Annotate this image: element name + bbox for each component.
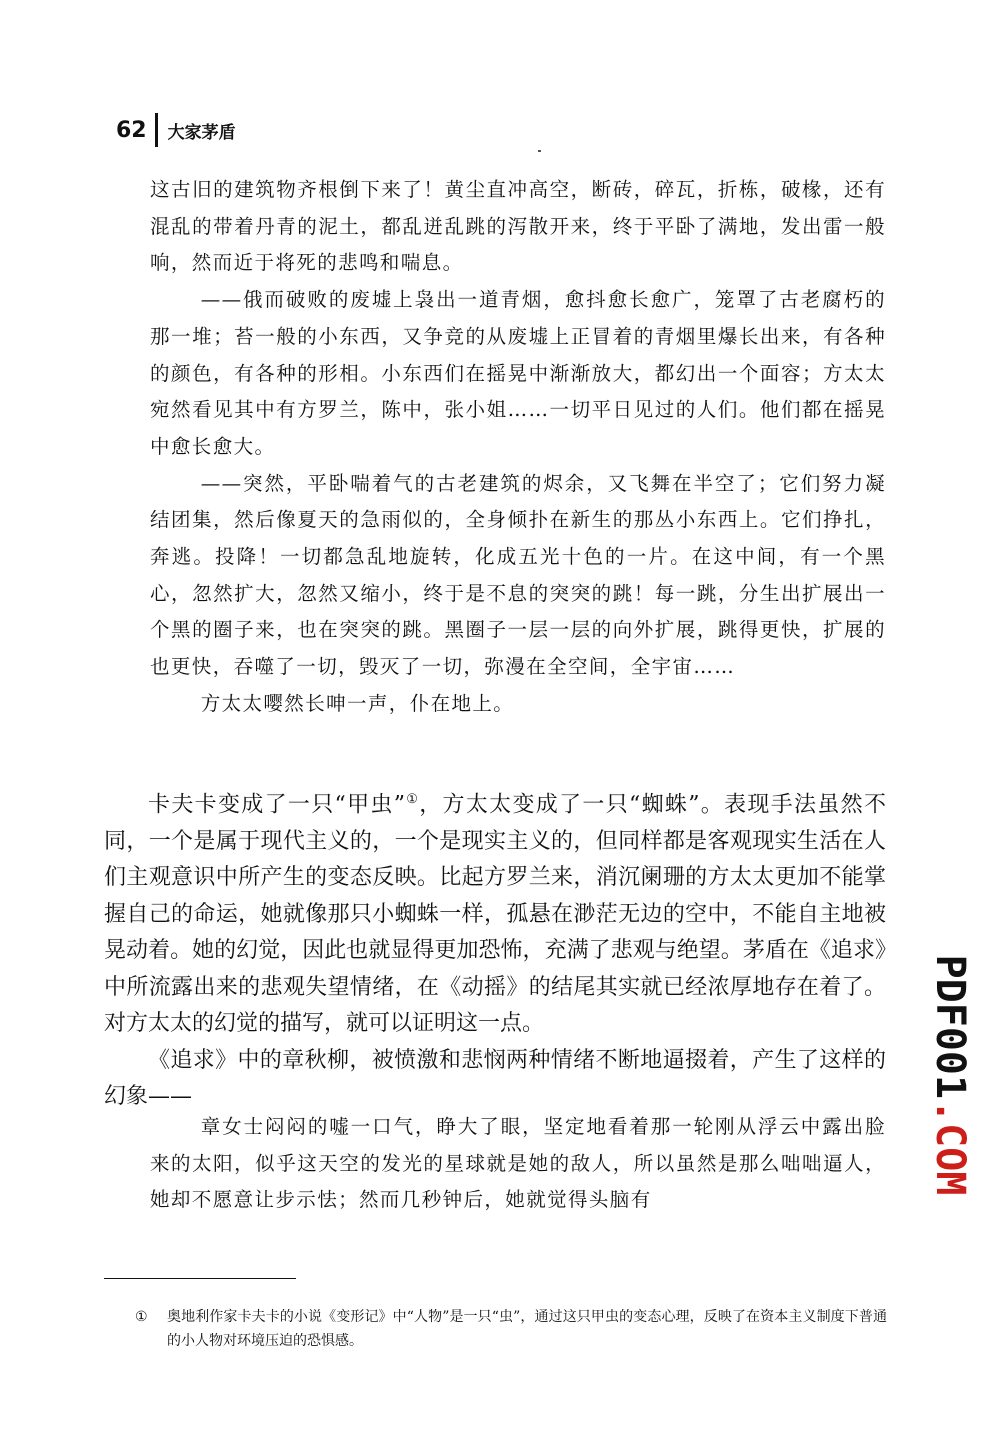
page-number: 62	[116, 117, 147, 143]
footnote-divider	[104, 1278, 296, 1279]
header-divider	[155, 113, 158, 147]
quote-block-1	[150, 172, 886, 723]
body-paragraph-2: 《追求》中的章秋柳，被愤激和悲悯两种情绪不断地逼掇着，产生了这样的幻象——	[104, 1047, 886, 1110]
quote-paragraph: ——俄而破败的废墟上袅出一道青烟，愈抖愈长愈广，笼罩了古老腐朽的那一堆；苔一般的小东西，又争竞的从废墟上正冒着的青烟里爆长出来，有各种的颜色，有各种的形相。小东西们在摇晃中渐渐放大，都幻出一个面容；方太太宛然看见其中有方罗兰，陈中，张小姐……一切平日见过的人们。他们都在摇晃中愈长愈大。	[150, 288, 886, 458]
quote-block-2	[150, 1109, 886, 1219]
footnote-mark: ①	[135, 1309, 148, 1325]
watermark	[927, 955, 973, 1196]
footnote-reference: ①	[404, 792, 420, 807]
body-text-span: 卡夫卡变成了一只“甲虫”	[148, 792, 405, 818]
footnote-text: 奥地利作家卡夫卡的小说《变形记》中“人物”是一只“虫”，通过这只甲虫的变态心理，反映了在资本主义制度下普通的小人物对环境压迫的恐惧感。	[167, 1309, 887, 1349]
quote-paragraph: ——突然，平卧喘着气的古老建筑的烬余，又飞舞在半空了；它们努力凝结团集，然后像夏天的急雨似的，全身倾扑在新生的那丛小东西上。它们挣扎，奔逃。投降！一切都急乱地旋转，化成五光十色的一片。在这中间，有一个黑心，忽然扩大，忽然又缩小，终于是不息的突突的跳！每一跳，分生出扩展出一个黑的圈子来，也在突突的跳。黑圈子一层一层的向外扩展，跳得更快，扩展的也更快，吞噬了一切，毁灭了一切，弥漫在全空间，全宇宙……	[150, 471, 886, 679]
quote-paragraph: 方太太嘤然长呻一声，仆在地上。	[200, 691, 515, 715]
watermark-part1: PDF001	[927, 954, 973, 1100]
quote-paragraph: 这古旧的建筑物齐根倒下来了！黄尘直冲高空，断砖，碎瓦，折栋，破椽，还有混乱的带着丹青的泥土，都乱迸乱跳的泻散开来，终于平卧了满地，发出雷一般响，然而近于将死的悲鸣和喘息。	[150, 178, 886, 275]
body-paragraph-1	[104, 782, 886, 1043]
watermark-part2: .COM	[927, 1099, 973, 1196]
book-title: 大家茅盾	[167, 122, 236, 143]
quote-paragraph: 章女士闷闷的嘘一口气，睁大了眼，坚定地看着那一轮刚从浮云中露出脸来的太阳，似乎这天空的发光的星球就是她的敌人，所以虽然是那么咄咄逼人，她却不愿意让步示怯；然而几秒钟后，她就觉得头脑有	[150, 1115, 886, 1212]
body-text	[104, 782, 886, 1116]
footnote	[135, 1305, 887, 1353]
print-speck	[538, 150, 541, 152]
body-text-span: ，方太太变成了一只“蜘蛛”。表现手法虽然不同，一个是属于现代主义的，一个是现实主义的，但同样都是客观现实生活在人们主观意识中所产生的变态反映。比起方罗兰来，消沉阑珊的方太太更加不能掌握自己的命运，她就像那只小蜘蛛一样，孤悬在渺茫无边的空中，不能自主地被晃动着。她的幻觉，因此也就显得更加恐怖，充满了悲观与绝望。茅盾在《追求》中所流露出来的悲观失望情绪，在《动摇》的结尾其实就已经浓厚地存在着了。对方太太的幻觉的描写，就可以证明这一点。	[104, 792, 886, 1037]
running-header	[116, 112, 236, 148]
